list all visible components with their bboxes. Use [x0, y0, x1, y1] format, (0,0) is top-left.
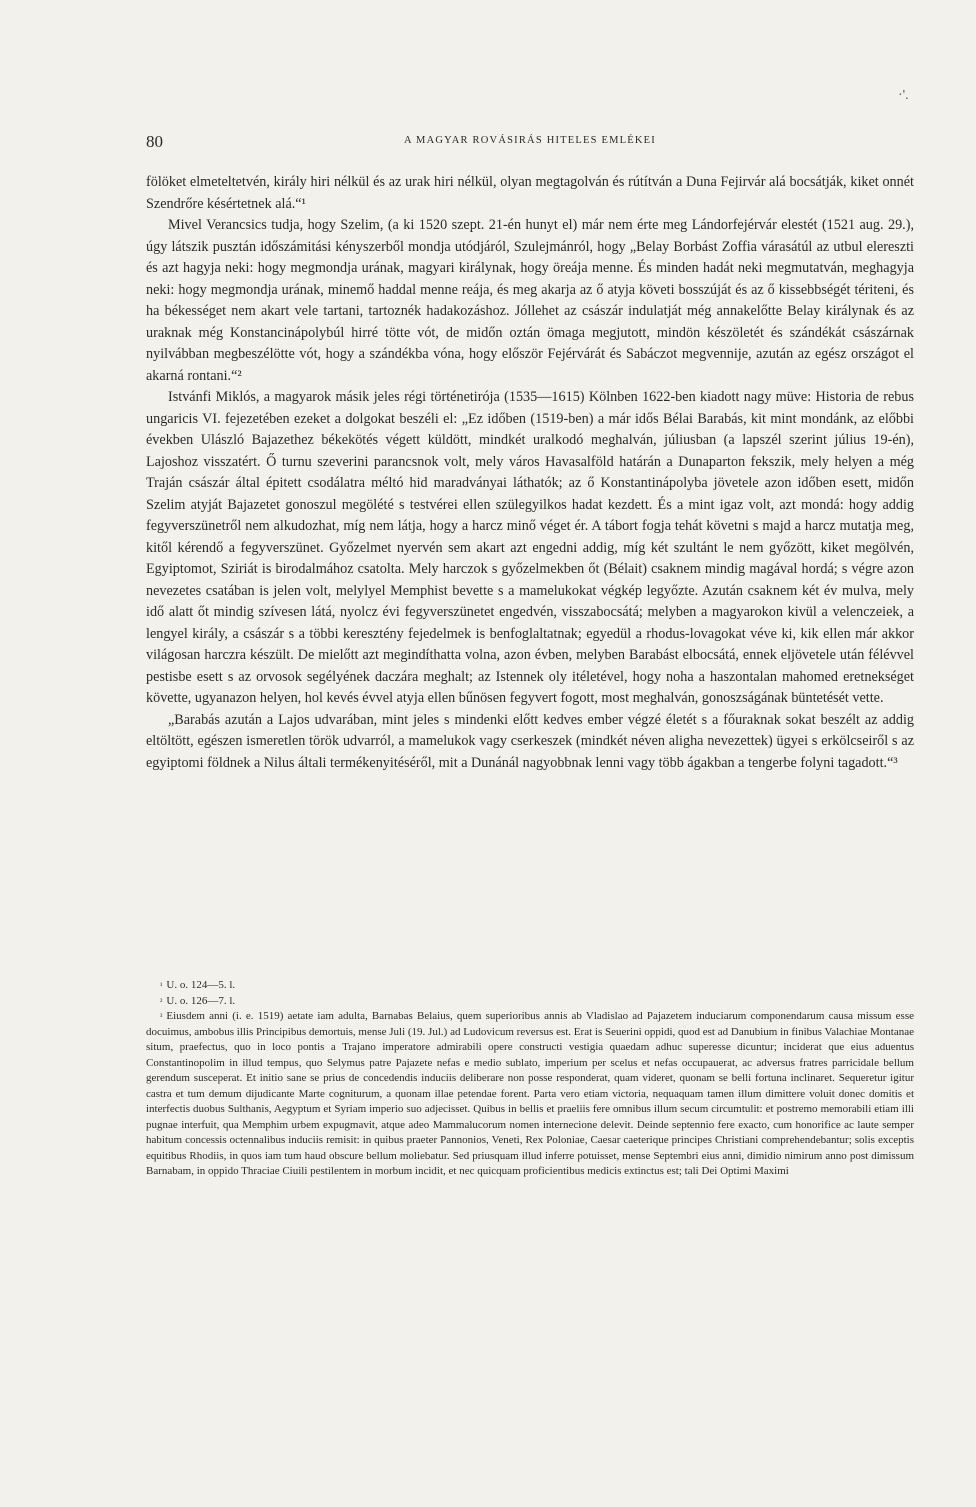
- paragraph: fölöket elmeteltetvén, király hiri nélkül és az urak hiri nélkül, olyan megtagolván és rútítván a Duna Fejirvár alá bocsátják, kiket onnét Szendrőre késértetnek alá.“¹: [146, 174, 914, 212]
- footnote-2: [146, 994, 914, 1010]
- paragraph: Istvánfi Miklós, a magyarok másik jeles régi történetirója (1535—1615) Kölnben 1622-ben kiadott nagy müve: Historia de rebus ungaricis VI. fejezetében ezeket a dolgokat beszéli el: „Ez időben (1519-ben) a már idős Bélai Barabás, kit mint mondánk, az előbbi években Ulászló Bajazethez békekötés végett küldött, mindkét uralkodó meghalván, júliusban (a lapszél szerint július 19-én), Lajoshoz visszatért. Ő turnu szeverini parancsnok volt, mely város Havasalföld határán a Dunaparton fekszik, mely helyen a még Traján császár által épitett csodálatra méltó hid maradványai láthatók; az ő Konstantinápolyba jövetele azon időben esett, midőn Szelim atyját Bajazetet gonoszul megölété s testvérei ellen szülegyilkos hadat kezdett. És a mint igaz volt, azt mondá: hogy addig fegyverszünetről nem alkudozhat, míg nem látja, hogy a harcz minő véget ér. A tábort fogja tehát követni s majd a harcz mutatja meg, kitől kérendő a fegyverszünet. Győzelmet nyervén sem akart azt engedni addig, míg két szultánt le nem győzött, kiket megölvén, Egyiptomot, Sziriát is birodalmához csatolta. Mely harczok s győzelmekben őt (Bélait) csaknem mindig magával hordá; s végre azon nevezetes csatában is jelen volt, melylyel Memphist bevette s a mamelukokat végkép legyőzte. Azután csaknem két év mulva, mely idő alatt őt mindig szívesen látá, nyolcz évi fegyverszünetet engedvén, visszabocsátá; melyben a magyarokon kivül a velenczeiek, a lengyel király, a császár s a többi keresztény fejedelmek is benfoglaltatnak; egyedül a rhodus-lovagokat véve ki, kik ellen már akkor világosan harczra készült. De mielőtt azt megindíthatta volna, azon évben, melyben Barabást elbocsátá, ennek eljövetele után félévvel pestisbe esett s az orvosok segélyének daczára meghalt; az Istennek oly itéletével, hogy noha a haszontalan mahomed eretnekséget követte, ugyanazon helyen, hol kevés évvel atyja ellen bűnösen fegyvert fogott, most meghalván, gonoszságának büntetését vette.: [146, 389, 914, 706]
- footnote-mark: ³: [160, 1012, 163, 1021]
- footnote-1: [146, 978, 914, 994]
- footnote-text: U. o. 124—5. l.: [166, 979, 236, 991]
- body-text: [146, 172, 914, 774]
- footnote-text: Eiusdem anni (i. e. 1519) aetate iam adulta, Barnabas Belaius, quem superioribus annis ab Vladislao ad Pajazetem induciarum componendarum causa missum esse docuimus, ambobus illis Principibus demortuis, mense Juli (19. Jul.) ad Ludovicum reversus est. Erat is Seuerini oppidi, quod est ad Danubium in finibus Valachiae Montanae situm, praefectus, quo in loco pontis a Trajano imperatore admirabili opere constructi vestigia quaedam adhuc superesse dicuntur; inciderat que eius aduentus Constantinopolim in illud tempus, quo Selymus patre Pajazete nefas e medio sublato, imperium per scelus et nefas occupauerat, ac adversus fratres parricidale bellum gerendum susceperat. Et initio sane se prius de concedendis induciis deliberare non posse responderat, quam videret, quonam se belli fortuna inclinaret. Sequeretur igitur castra et tum demum dijudicante Marte cogniturum, a quonam illae petendae forent. Parta vero etiam victoria, nequaquam tamen illum dimittere voluit donec domitis et interfectis duobus Sulthanis, Aegyptum et Syriam imperio suo adjecisset. Quibus in bellis et praeliis fere omnibus illum secum circumtulit: et postremo memorabili etiam illi pugnae interfuit, qua Memphim urbem expugmavit, atque adeo Mammalucorum nomen internecione delevit. Deinde septennio fere exacto, cum honorifice ac laute semper habitum concessis octennalibus induciis remisit: in quibus praeter Pannonios, Veneti, Rex Poloniae, Caesar caeterique principes Christiani comprehendebantur; solis exceptis equitibus Rhodiis, in quos iam tum haud obscure bellum moliebatur. Sed priusquam illud inferre potuisset, mense Septembri eius anni, dimidio nimirum anno post dimissum Barnabam, in oppido Thraciae Ciuili pestilentem in morbum incidit, et nec quicquam proficientibus medicis extinctus est; tali Dei Optimi Maximi: [146, 1010, 914, 1177]
- running-head: A MAGYAR ROVÁSIRÁS HITELES EMLÉKEI: [404, 135, 656, 146]
- page-header: [146, 132, 914, 154]
- paragraph: „Barabás azután a Lajos udvarában, mint jeles s mindenki előtt kedves ember végzé életét s a főuraknak sokat beszélt az addig eltöltött, egészen ismeretlen török udvarról, a mamelukok vagy cserkeszek (mindkét néven aligha nevezettek) ügyei s erkölcseiről s az egyiptomi földnek a Nilus általi termékenyitéséről, mit a Dunánál nagyobbnak lenni vagy több ágakban a tengerbe folyni tagadott.“³: [146, 711, 914, 771]
- corner-mark: ·'.: [898, 88, 909, 103]
- footnote-mark: ²: [160, 996, 163, 1006]
- footnote-mark: ¹: [160, 981, 163, 990]
- page-number: 80: [146, 132, 163, 151]
- footnote-3: [146, 1009, 914, 1180]
- footnotes: [146, 978, 914, 1180]
- paragraph: Mivel Verancsics tudja, hogy Szelim, (a ki 1520 szept. 21-én hunyt el) már nem érte meg Lándorfejérvár elestét (1521 aug. 29.), úgy látszik pusztán időszámitási kényszerből mondja utódjáról, Szulejmánról, hogy „Belay Borbást Zoffia várasátúl az utbul elereszti és azt hagyja neki: hogy megmondja urának, magyari királynak, hogy öreája menne. És minden hadát neki megmutatván, meghagyja neki: hogy megmondja urának, minemő haddal menne reája, és meg akarja az ő atyja követi bosszúját és az ő kissebbségét tériteni, és ha békességet nem akart vele tartani, tartoznék hadakozáshoz. Jóllehet az császár indulatját még annakelőtte Belay királynak és az uraknak még Konstancinápolybúl hirré tötte vót, de midőn oztán ömaga megjutott, mindön készöletét és szándékát császárnak nyilvábban megbeszélötte vót, hogy a szándékba vóna, hogy először Fejérvárát és Sabáczot megvennije, azután az egész országot el akarná rontani.“²: [146, 217, 914, 384]
- footnote-text: U. o. 126—7. l.: [166, 994, 236, 1007]
